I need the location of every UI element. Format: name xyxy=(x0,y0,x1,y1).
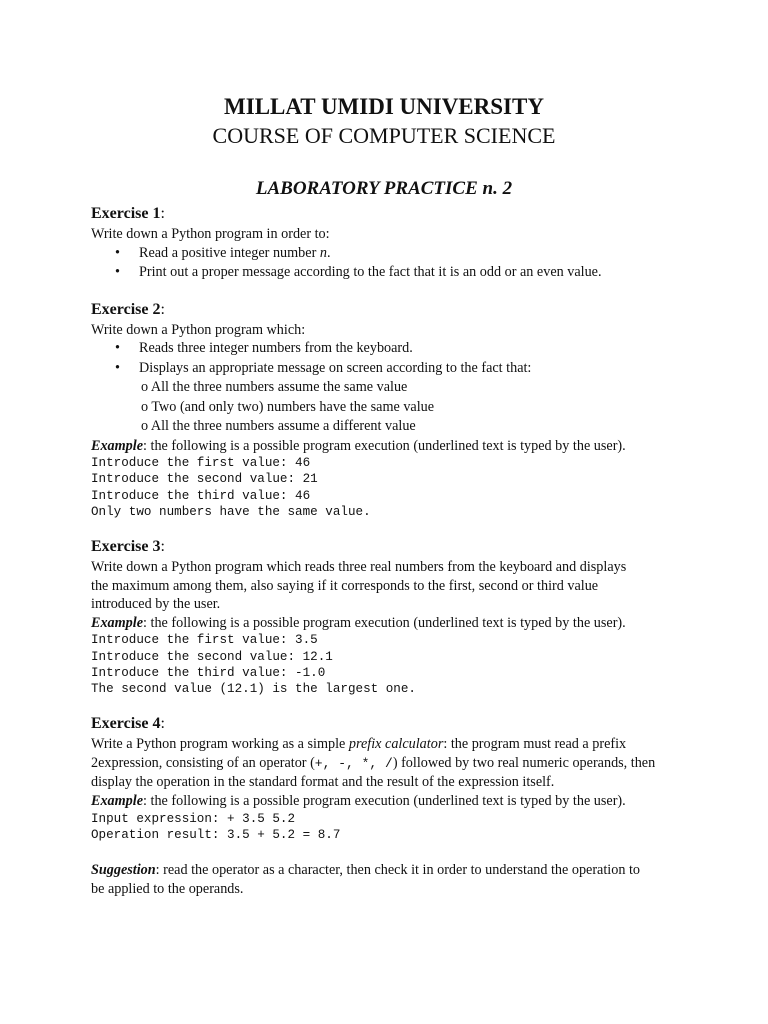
exercise-2-sub-1: o All the three numbers assume the same value xyxy=(141,379,408,396)
university-name: MILLAT UMIDI UNIVERSITY xyxy=(224,94,544,119)
exercise-1-intro: Write down a Python program in order to: xyxy=(91,226,330,242)
exercise-4-title: Exercise 4: xyxy=(91,715,165,733)
exercise-3-text-1: Write down a Python program which reads three real numbers from the keyboard and displays xyxy=(91,559,627,576)
exercise-4-suggestion-2: be applied to the operands. xyxy=(91,880,244,897)
exercise-4-text-2: 2expression, consisting of an operator (+, -, *, /) followed by two real numeric operands, then xyxy=(91,754,656,771)
exercise-4-text-3: display the operation in the standard format and the result of the expression itself. xyxy=(91,774,555,791)
code-line: Introduce the second value: 12.1 xyxy=(91,649,333,664)
exercise-2-bullet-1: • Reads three integer numbers from the keyboard. xyxy=(91,339,691,359)
exercise-2-sub-3: o All the three numbers assume a different value xyxy=(141,418,416,435)
course-name: COURSE OF COMPUTER SCIENCE xyxy=(212,123,556,148)
lab-title: LABORATORY PRACTICE n. 2 xyxy=(255,178,513,199)
exercise-list xyxy=(91,203,691,898)
code-line: Introduce the third value: 46 xyxy=(91,488,311,503)
code-line: Introduce the second value: 21 xyxy=(91,472,318,487)
exercise-4-code xyxy=(91,811,691,843)
exercise-1 xyxy=(91,203,691,283)
exercise-3-code xyxy=(91,632,691,697)
exercise-1-bullet-2: • Print out a proper message according to the fact that it is an odd or an even value. xyxy=(91,263,691,283)
exercise-1-bullet-1: • Read a positive integer number n. xyxy=(91,244,691,264)
exercise-3-text-3: introduced by the user. xyxy=(91,596,221,613)
exercise-3 xyxy=(91,536,691,697)
exercise-4-example: Example: the following is a possible program execution (underlined text is typed by the user). xyxy=(91,793,626,810)
exercise-2-bullet-2: • Displays an appropriate message on screen according to the fact that: xyxy=(91,359,691,379)
exercise-2-intro: Write down a Python program which: xyxy=(91,321,306,338)
code-line: Introduce the third value: -1.0 xyxy=(91,665,326,680)
exercise-2-code xyxy=(91,455,691,520)
exercise-4 xyxy=(91,713,691,898)
exercise-3-title: Exercise 3: xyxy=(91,538,165,556)
code-line: Operation result: 3.5 + 5.2 = 8.7 xyxy=(91,827,341,842)
exercise-3-example: Example: the following is a possible program execution (underlined text is typed by the user). xyxy=(91,614,626,631)
exercise-4-suggestion: Suggestion: read the operator as a character, then check it in order to understand the operation to xyxy=(91,862,641,879)
code-line: Input expression: + 3.5 5.2 xyxy=(91,811,296,826)
exercise-2 xyxy=(91,299,691,521)
exercise-2-title: Exercise 2: xyxy=(91,300,165,318)
code-line: Introduce the first value: 46 xyxy=(91,456,311,471)
code-line: Only two numbers have the same value. xyxy=(91,504,371,519)
exercise-2-sub-2: o Two (and only two) numbers have the same value xyxy=(141,398,435,415)
code-line: Introduce the first value: 3.5 xyxy=(91,633,318,648)
exercise-3-text-2: the maximum among them, also saying if it corresponds to the first, second or third value xyxy=(91,577,599,594)
code-line: The second value (12.1) is the largest one. xyxy=(91,682,416,697)
document-header xyxy=(0,92,768,150)
exercise-1-title: Exercise 1: xyxy=(91,205,165,222)
exercise-4-text-1: Write a Python program working as a simple prefix calculator: the program must read a prefix xyxy=(91,736,627,753)
exercise-2-example: Example: the following is a possible program execution (underlined text is typed by the user). xyxy=(91,437,626,454)
